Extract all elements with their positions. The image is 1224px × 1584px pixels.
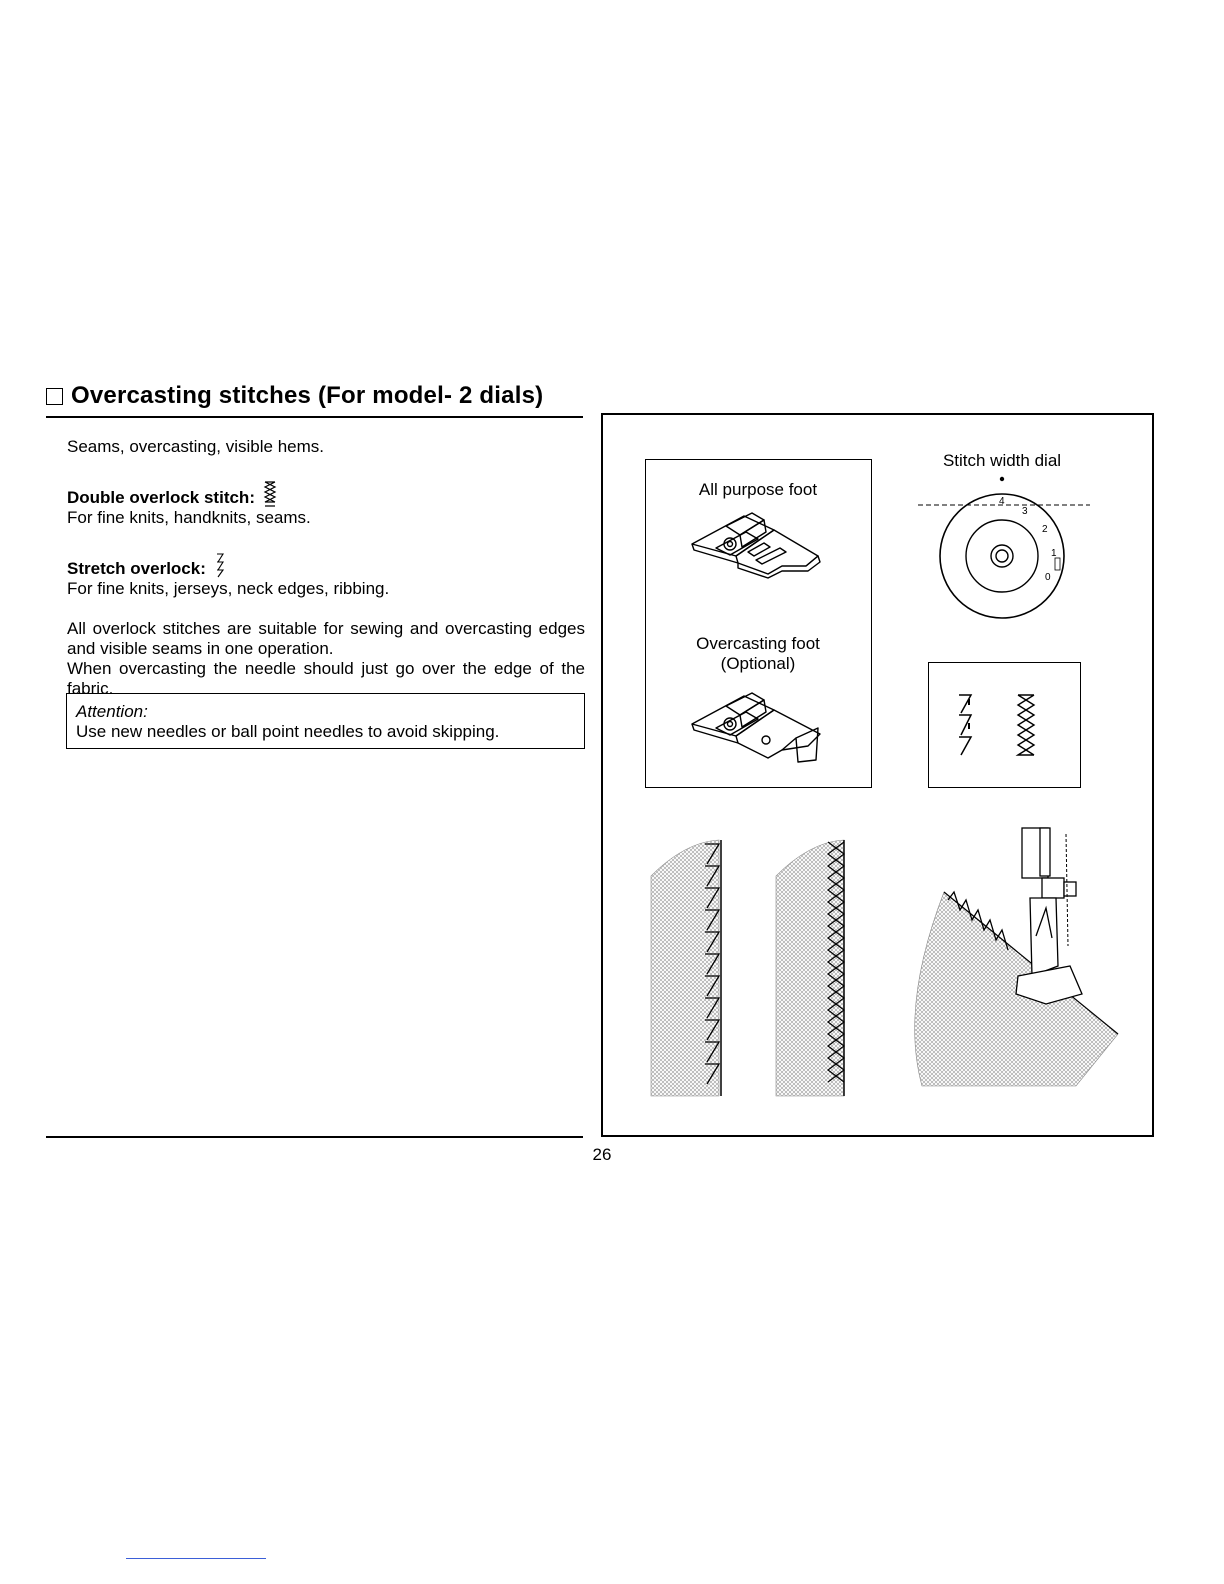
double-overlock-pattern-icon: [1017, 693, 1035, 757]
bottom-link-underline: [126, 1558, 266, 1559]
page-title: Overcasting stitches (For model- 2 dials): [71, 382, 544, 409]
all-purpose-foot-icon: [686, 508, 826, 588]
overcasting-foot-label: [646, 634, 870, 674]
intro-text: Seams, overcasting, visible hems.: [67, 437, 324, 456]
body-text: [67, 437, 585, 699]
overcasting-foot-label-line2: (Optional): [720, 654, 796, 673]
double-overlock-desc: For fine knits, handknits, seams.: [67, 508, 311, 527]
stretch-overlock-sample-illustration: [645, 836, 725, 1098]
dial-number-3: 3: [1022, 506, 1028, 517]
attention-title: Attention:: [76, 702, 148, 721]
bottom-rule: [46, 1136, 583, 1138]
stretch-overlock-pattern-icon: [957, 693, 973, 757]
section-heading: [46, 382, 543, 410]
overcasting-foot-label-line1: Overcasting foot: [696, 634, 820, 653]
presser-foot-box: [645, 459, 872, 788]
double-overlock-sample-illustration: [770, 836, 850, 1098]
overcasting-foot-icon: [686, 688, 836, 770]
page-number: 26: [592, 1145, 612, 1164]
stretch-overlock-stitch-icon: [215, 552, 225, 578]
dial-number-1: 1: [1051, 548, 1057, 559]
overlock-paragraph: All overlock stitches are suitable for sewing and overcasting edges and visible seams in one operation.: [67, 619, 585, 658]
dial-number-0: 0: [1045, 572, 1051, 583]
overcasting-in-progress-illustration: [896, 826, 1126, 1088]
stitch-width-dial-icon: [916, 474, 1092, 624]
stretch-overlock-desc: For fine knits, jerseys, neck edges, ribbing.: [67, 579, 390, 598]
double-overlock-label: Double overlock stitch:: [67, 488, 255, 507]
stretch-overlock-label: Stretch overlock:: [67, 559, 206, 578]
overcasting-paragraph: When overcasting the needle should just go over the edge of the fabric.: [67, 659, 585, 698]
dial-number-4: 4: [999, 496, 1005, 507]
checkbox-square-icon: [46, 388, 63, 405]
all-purpose-foot-label: All purpose foot: [698, 480, 818, 499]
double-overlock-stitch-icon: [264, 481, 276, 507]
attention-text: Use new needles or ball point needles to avoid skipping.: [76, 722, 500, 741]
dial-number-2: 2: [1042, 524, 1048, 535]
stitch-width-dial-label: Stitch width dial: [942, 451, 1062, 470]
attention-box: [66, 693, 585, 749]
stitch-pattern-box: [928, 662, 1081, 788]
top-rule: [46, 416, 583, 418]
